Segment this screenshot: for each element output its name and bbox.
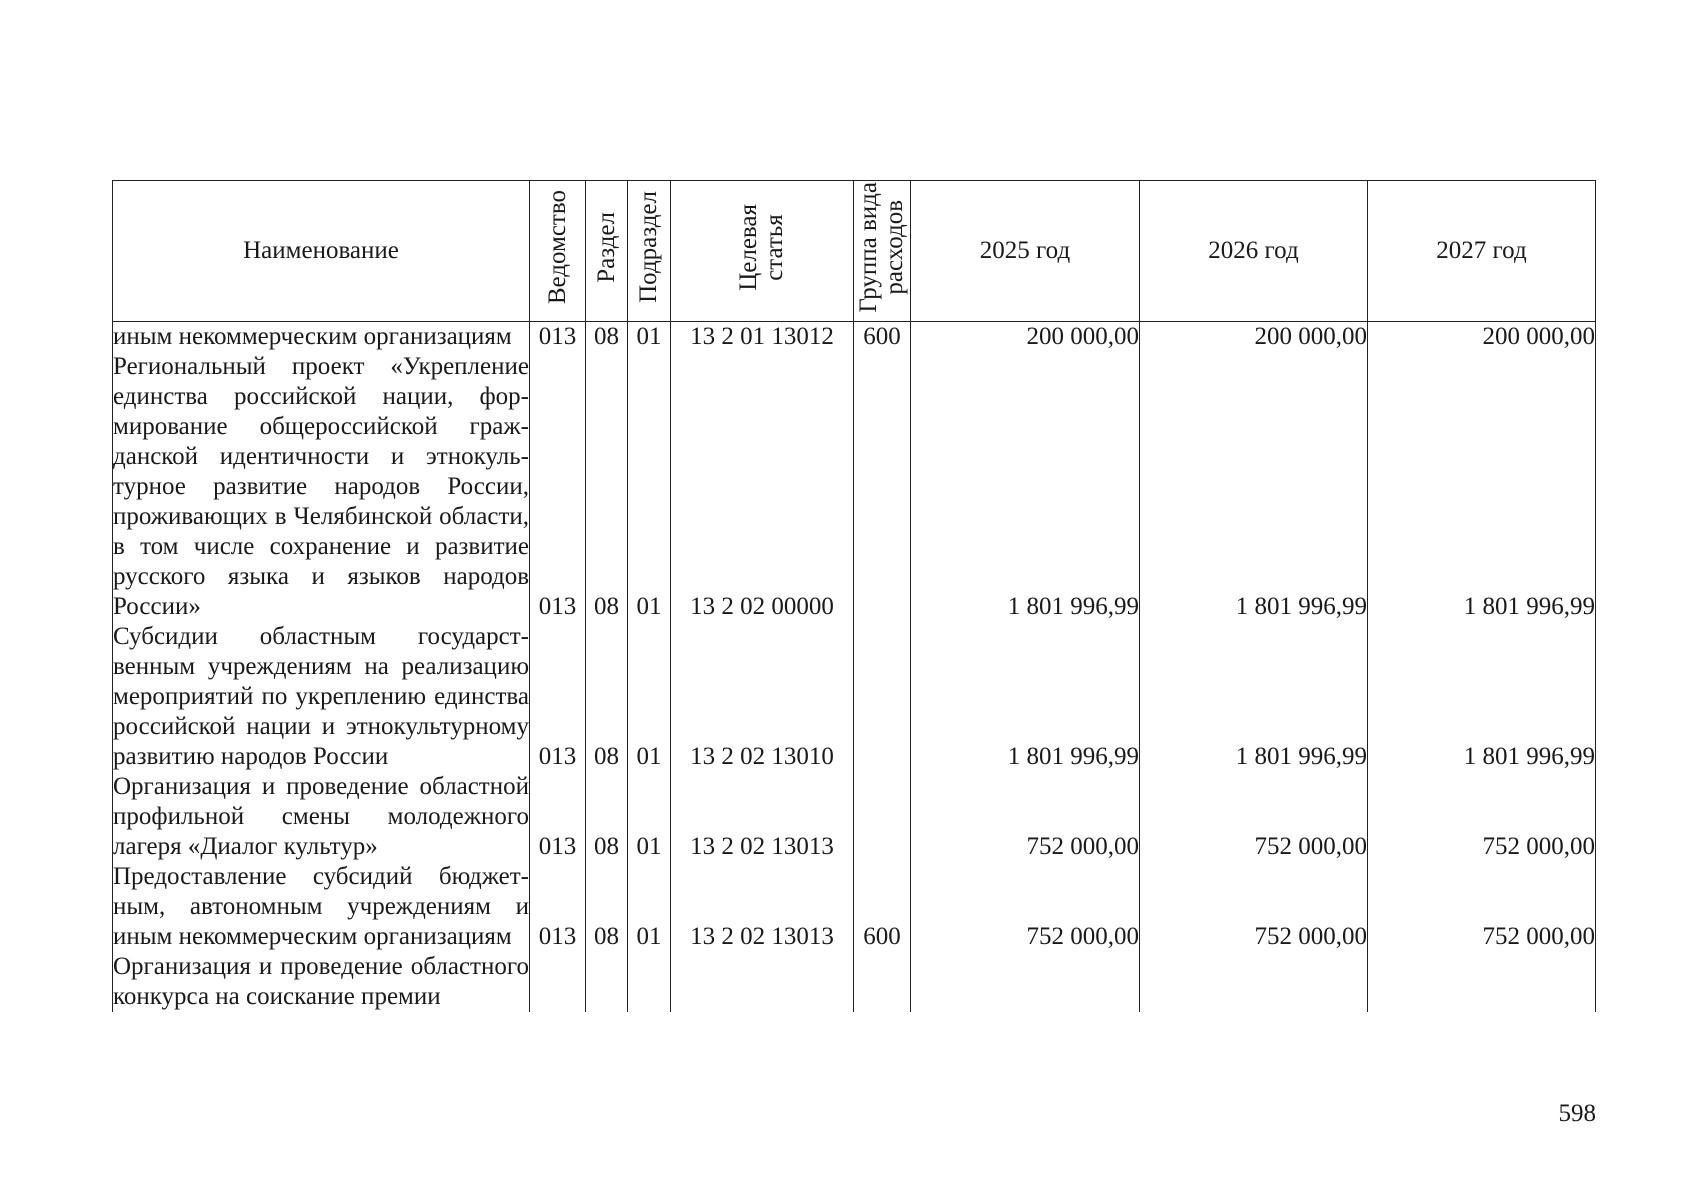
row-podrazdel: 01 bbox=[628, 862, 671, 952]
row-podrazdel: 01 bbox=[628, 622, 671, 772]
table-row bbox=[113, 862, 1596, 952]
row-2027: 752 000,00 bbox=[1368, 772, 1596, 862]
row-2027: 200 000,00 bbox=[1368, 322, 1596, 353]
row-razdel: 08 bbox=[586, 862, 628, 952]
table-row bbox=[113, 352, 1596, 622]
row-2025: 752 000,00 bbox=[911, 772, 1140, 862]
row-podrazdel: 01 bbox=[628, 772, 671, 862]
row-2025: 1 801 996,99 bbox=[911, 352, 1140, 622]
row-vedomstvo: 013 bbox=[530, 352, 586, 622]
row-celevaya-statya: 13 2 02 13013 bbox=[671, 862, 854, 952]
row-name: Организация и проведение областной профильной смены молодежного лагеря «Диалог культур» bbox=[113, 773, 529, 860]
budget-table bbox=[112, 180, 1596, 1012]
row-celevaya-statya bbox=[671, 952, 854, 1012]
row-2026: 752 000,00 bbox=[1140, 862, 1368, 952]
table-row bbox=[113, 772, 1596, 862]
row-vedomstvo bbox=[530, 952, 586, 1012]
row-2026 bbox=[1140, 952, 1368, 1012]
row-name: Организация и проведение областного конкурса на соискание премии bbox=[113, 953, 529, 1010]
row-celevaya-statya: 13 2 02 13010 bbox=[671, 622, 854, 772]
row-2025 bbox=[911, 952, 1140, 1012]
row-gruppa-vida-rashodov bbox=[854, 352, 911, 622]
row-razdel bbox=[586, 952, 628, 1012]
header-2026: 2026 год bbox=[1140, 181, 1368, 322]
row-gruppa-vida-rashodov bbox=[854, 772, 911, 862]
row-2027: 1 801 996,99 bbox=[1368, 622, 1596, 772]
row-2026: 1 801 996,99 bbox=[1140, 352, 1368, 622]
row-podrazdel: 01 bbox=[628, 322, 671, 353]
row-razdel: 08 bbox=[586, 772, 628, 862]
row-2026: 200 000,00 bbox=[1140, 322, 1368, 353]
row-vedomstvo: 013 bbox=[530, 322, 586, 353]
row-2025: 752 000,00 bbox=[911, 862, 1140, 952]
row-vedomstvo: 013 bbox=[530, 862, 586, 952]
row-gruppa-vida-rashodov: 600 bbox=[854, 322, 911, 353]
row-2027 bbox=[1368, 952, 1596, 1012]
header-gruppa-vida-rashodov: Группа вида расходов bbox=[854, 181, 911, 322]
row-2025: 200 000,00 bbox=[911, 322, 1140, 353]
row-2025: 1 801 996,99 bbox=[911, 622, 1140, 772]
row-2026: 1 801 996,99 bbox=[1140, 622, 1368, 772]
row-gruppa-vida-rashodov: 600 bbox=[854, 862, 911, 952]
header-celevaya-statya: Целевая статья bbox=[671, 181, 854, 322]
table-row bbox=[113, 322, 1596, 353]
row-2027: 1 801 996,99 bbox=[1368, 352, 1596, 622]
row-razdel: 08 bbox=[586, 352, 628, 622]
row-razdel: 08 bbox=[586, 622, 628, 772]
row-celevaya-statya: 13 2 02 00000 bbox=[671, 352, 854, 622]
row-gruppa-vida-rashodov bbox=[854, 952, 911, 1012]
row-podrazdel: 01 bbox=[628, 352, 671, 622]
row-name: Субсидии областным государственным учреждениям на реализацию мероприятий по укреплению единства российской нации и этнокультурному развитию народов России bbox=[113, 623, 529, 770]
row-2026: 752 000,00 bbox=[1140, 772, 1368, 862]
row-celevaya-statya: 13 2 01 13012 bbox=[671, 322, 854, 353]
row-2027: 752 000,00 bbox=[1368, 862, 1596, 952]
row-razdel: 08 bbox=[586, 322, 628, 353]
table-row bbox=[113, 952, 1596, 1012]
row-vedomstvo: 013 bbox=[530, 772, 586, 862]
header-vedomstvo: Ведомство bbox=[530, 181, 586, 322]
header-razdel: Раздел bbox=[586, 181, 628, 322]
header-podrazdel: Подраздел bbox=[628, 181, 671, 322]
row-podrazdel bbox=[628, 952, 671, 1012]
row-celevaya-statya: 13 2 02 13013 bbox=[671, 772, 854, 862]
page-number: 598 bbox=[1558, 1100, 1596, 1127]
table-header-row bbox=[113, 181, 1596, 322]
row-vedomstvo: 013 bbox=[530, 622, 586, 772]
header-2025: 2025 год bbox=[911, 181, 1140, 322]
header-2027: 2027 год bbox=[1368, 181, 1596, 322]
row-name: иным некоммерческим организациям bbox=[113, 322, 530, 353]
row-name: Предоставление субсидий бюджетным, автономным учреждениям и иным некоммерческим организациям bbox=[113, 863, 529, 950]
row-name: Региональный проект «Укрепление единства российской нации, формирование общероссийской гражданской идентичности и этнокультурное развитие народов России, проживающих в Челябинской области, в том числе сохранение и развитие русского языка и языков народов России» bbox=[113, 353, 529, 620]
header-name: Наименование bbox=[113, 181, 530, 322]
row-gruppa-vida-rashodov bbox=[854, 622, 911, 772]
table-row bbox=[113, 622, 1596, 772]
